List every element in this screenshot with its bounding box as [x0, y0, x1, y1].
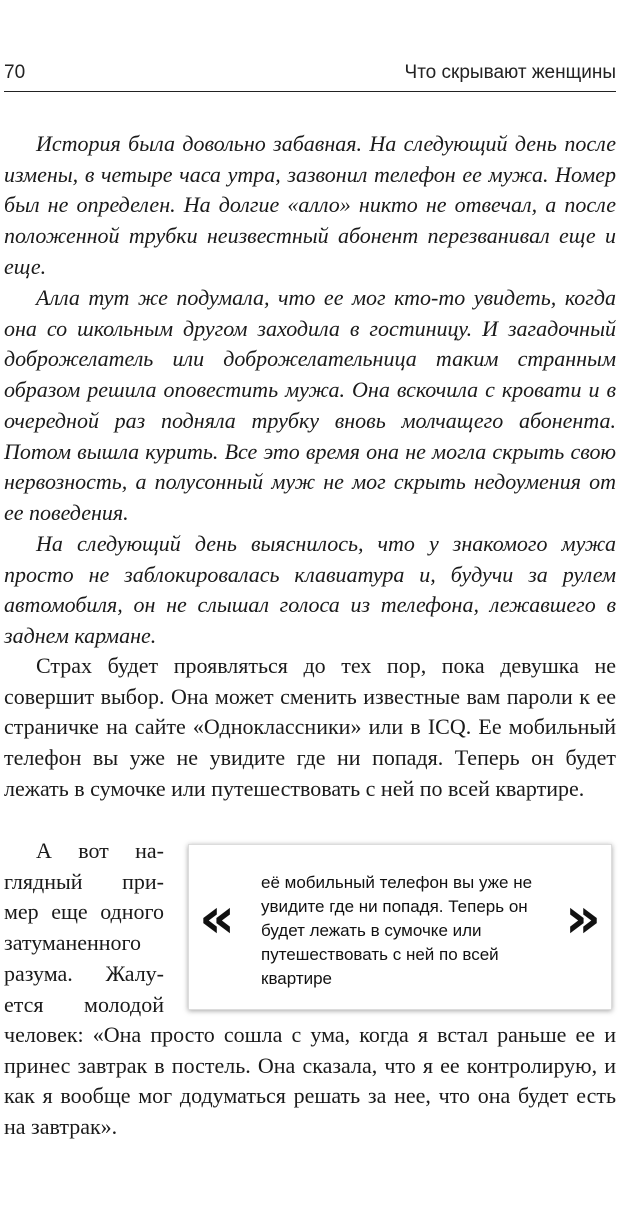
- paragraph-example-wrapped: [4, 836, 164, 1020]
- paragraph-story-resolution: На следующий день выяснилось, что у знакомого мужа просто не заблокировалась клавиатура и, будучи за рулем автомобиля, он не слышал голоса из телефона, лежавшего в заднем кармане.: [4, 531, 616, 649]
- open-quote-icon: «: [199, 886, 236, 951]
- text-line: А вот на-: [36, 838, 164, 863]
- text-line: разума. Жалу-: [4, 960, 164, 986]
- paragraph-fear-explanation: Страх будет проявляться до тех пор, пока девушка не совершит выбор. Она может сменить известные вам пароли к ее страничке на сайте «Одноклассники» или в ICQ. Ее мобильный телефон вы уже не увидите где ни попадя. Теперь он будет лежать в сумочке или путешествовать с ней по всей квартире.: [4, 653, 616, 801]
- page-number: 70: [4, 62, 26, 83]
- pull-quote-text: её мобильный телефон вы уже не увидите где ни попадя. Теперь он будет лежать в сумочке или путешествовать с ней по всей квартире: [261, 873, 533, 988]
- close-quote-icon: »: [564, 886, 601, 951]
- page-header: [4, 62, 616, 92]
- text-line: глядный при-: [4, 868, 164, 894]
- paragraph-story-intro: История была довольно забавная. На следующий день после измены, в четыре часа утра, зазвонил телефон ее мужа. Номер был не определен. На долгие «алло» никто не отвечал, а после положенной трубки неизвестный абонент перезванивал еще и еще.: [4, 131, 616, 279]
- paragraph-alla-reaction: Алла тут же подумала, что ее мог кто-то увидеть, когда она со школьным другом заходила в гостиницу. И загадочный доброжелатель или доброжелательница таким странным образом решила оповестить мужа. Она вскочила с кровати и в очередной раз подняла трубку вновь молчащего абонента. Потом вышла курить. Все это время она не могла скрыть свою нервозность, а полусонный муж не мог скрыть недоумения от ее поведения.: [4, 285, 616, 525]
- pull-quote-box: [188, 844, 612, 1010]
- text-line: затуманенного: [4, 930, 142, 956]
- paragraph-example-continuation: человек: «Она просто сошла с ума, когда я встал раньше ее и принес завтрак в постель. Она сказала, что я ее контролирую, и как я вообще мог додуматься решать за нее, что она будет есть на завтрак».: [4, 1022, 616, 1140]
- running-title: Что скрывают женщины: [404, 62, 616, 83]
- text-line: ется молодой: [4, 991, 164, 1017]
- text-line: мер еще одного: [4, 899, 164, 925]
